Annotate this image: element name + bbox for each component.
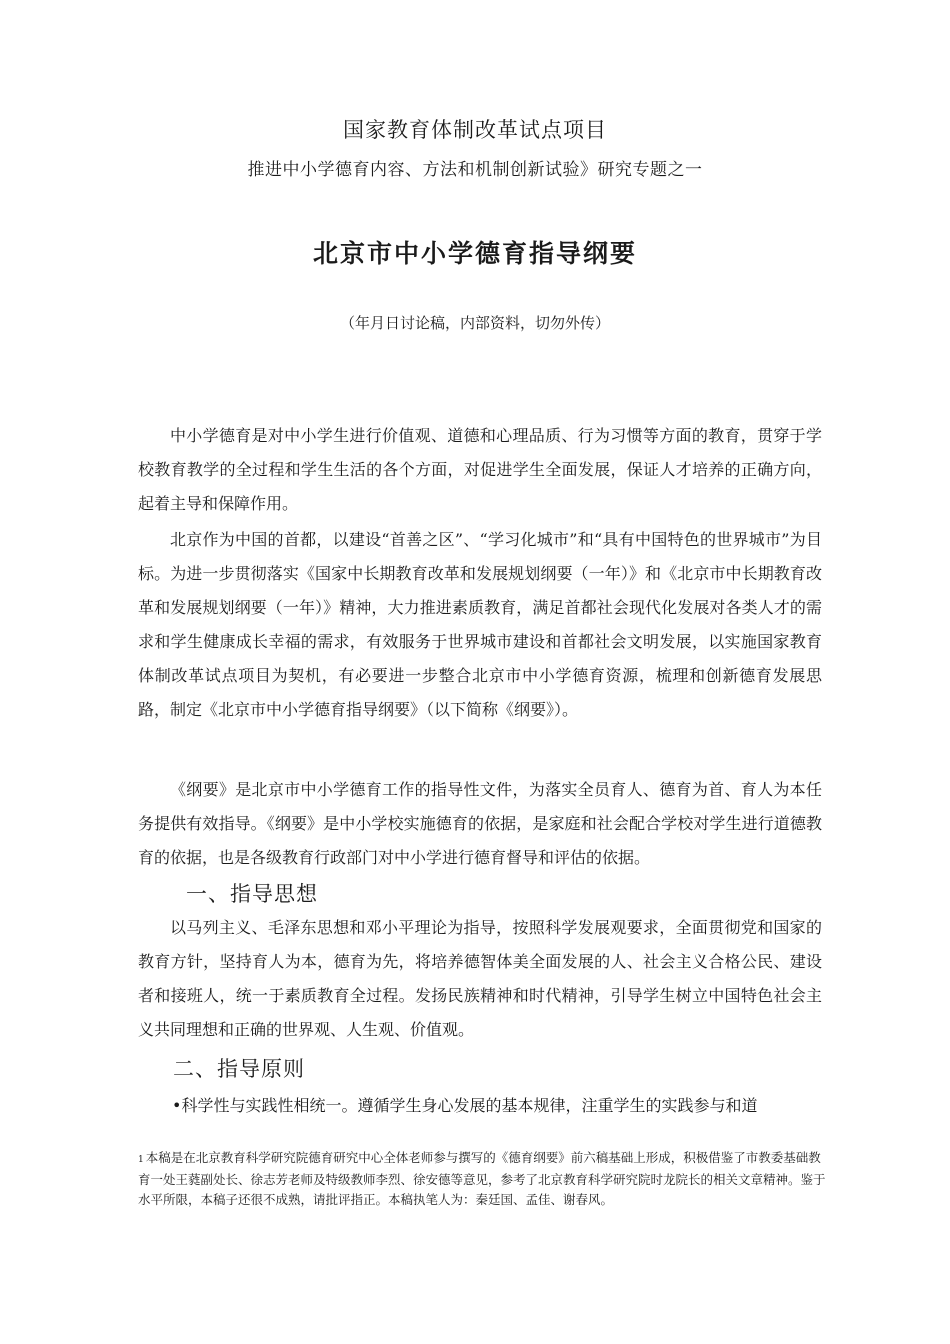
project-header: 国家教育体制改革试点项目 <box>343 118 607 142</box>
paragraph-intro: 中小学德育是对中小学生进行价值观、道德和心理品质、行为习惯等方面的教育，贯穿于学校教育教学的全过程和学生生活的各个方面，对促进学生全面发展，保证人才培养的正确方向，起着主导和保障作用。 <box>138 426 822 513</box>
paragraph-guiding-ideology: 以马列主义、毛泽东思想和邓小平理论为指导，按照科学发展观要求，全面贯彻党和国家的教育方针，坚持育人为本，德育为先，将培养德智体美全面发展的人、社会主义合格公民、建设者和接班人，统一于素质教育全过程。发扬民族精神和时代精神，引导学生树立中国特色社会主义共同理想和正确的世界观、人生观、价值观。 <box>138 918 822 1039</box>
project-subheader: 推进中小学德育内容、方法和机制创新试验》研究专题之一 <box>247 160 703 180</box>
document-subtitle: （年月日讨论稿，内部资料，切勿外传） <box>339 314 610 332</box>
paragraph-beijing: 北京作为中国的首都，以建设“首善之区”、“学习化城市”和“具有中国特色的世界城市”为目标。为进一步贯彻落实《国家中长期教育改革和发展规划纲要（一年）》和《北京市中长期教育改革和发展规划纲要（一年）》精神，大力推进素质教育，满足首都社会现代化发展对各类人才的需求和学生健康成长幸福的需求，有效服务于世界城市建设和首都社会文明发展，以实施国家教育体制改革试点项目为契机，有必要进一步整合北京市中小学德育资源，梳理和创新德育发展思路，制定《北京市中小学德育指导纲要》（以下简称《纲要》）。 <box>138 530 822 719</box>
paragraph-outline-role: 《纲要》是北京市中小学德育工作的指导性文件，为落实全员育人、德育为首、育人为本任务提供有效指导。《纲要》是中小学校实施德育的依据，是家庭和社会配合学校对学生进行道德教育的依据，也是各级教育行政部门对中小学进行德育督导和评估的依据。 <box>138 780 822 867</box>
footnote <box>138 1148 828 1210</box>
principle-bullet: •科学性与实践性相统一。遵循学生身心发展的基本规律，注重学生的实践参与和道 <box>172 1096 758 1115</box>
document-title: 北京市中小学德育指导纲要 <box>312 239 637 268</box>
footnote-text: 本稿是在北京教育科学研究院德育研究中心全体老师参与撰写的《德育纲要》前六稿基础上形成，积极借鉴了市教委基础教育一处王蕤副处长、徐志芳老师及特级教师李烈、徐安德等意见，参考了北京教育科学研究院时龙院长的相关文章精神。鉴于水平所限，本稿子还很不成熟，请批评指正。本稿执笔人为：秦廷国、孟佳、谢春风。 <box>138 1150 826 1207</box>
footnote-mark: 1 <box>138 1155 144 1165</box>
section-heading-guiding-principles: 二、指导原则 <box>173 1057 305 1081</box>
section-heading-guiding-ideology: 一、指导思想 <box>186 882 318 906</box>
